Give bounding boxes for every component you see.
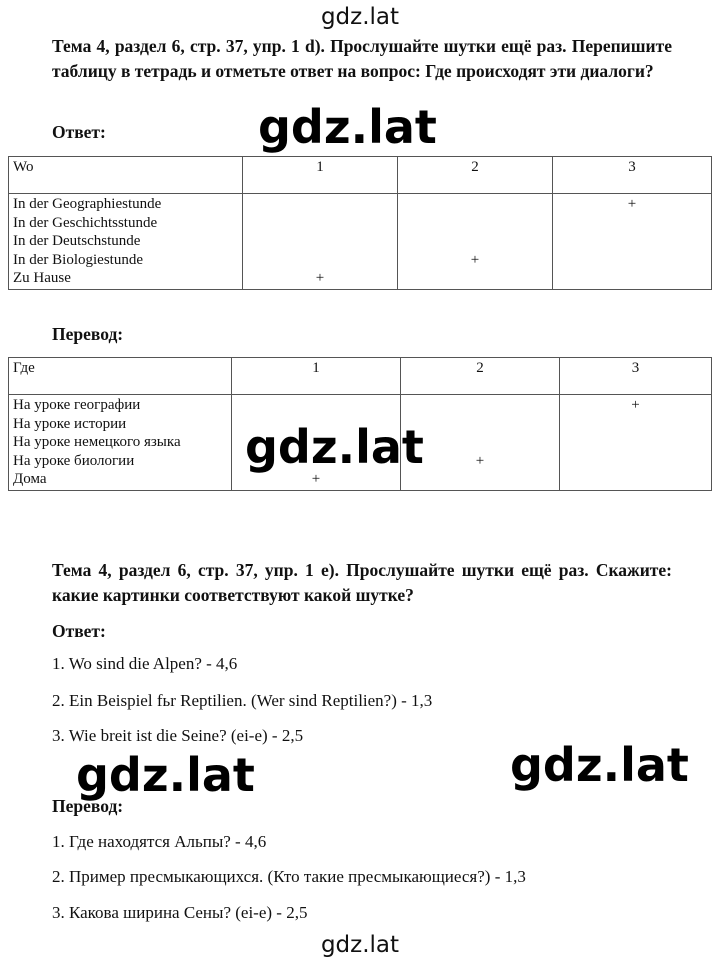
task-1-heading: Тема 4, раздел 6, стр. 37, упр. 1 d). Прослушайте шутки ещё раз. Перепишите таблицу в тетрадь и отметьте ответ на вопрос: Где происходят эти диалоги? [52,36,672,81]
answer-table-de [8,156,712,290]
table-de-header-1: 1 [243,157,398,194]
table-ru-header-2: 2 [401,358,560,395]
answer-item-2: 2. Ein Beispiel fьr Reptilien. (Wer sind Reptilien?) - 1,3 [52,691,433,710]
translation-item-2: 2. Пример пресмыкающихся. (Кто такие пресмыкающиеся?) - 1,3 [52,867,526,886]
table-ru-col-2 [401,395,560,491]
translation-item-3: 3. Какова ширина Сены? (ei-e) - 2,5 [52,903,308,922]
translation-item-1: 1. Где находятся Альпы? - 4,6 [52,832,267,851]
table-de-col-3 [553,194,712,290]
table-ru-mark-3: + [631,397,640,413]
table-ru-place: На уроке географии [13,397,141,413]
table-de-col-1 [243,194,398,290]
task-1-translation-label: Перевод: [52,324,124,344]
watermark-large: gdz.lat [510,738,689,792]
table-ru-place: На уроке биологии [13,452,135,469]
table-ru-header-3: 3 [560,358,712,395]
task-1-answer-label: Ответ: [52,122,106,142]
table-de-places [9,194,243,290]
table-de-header-wo: Wo [9,157,243,194]
table-ru-col-3 [560,395,712,491]
table-de-place: In der Geographiestunde [13,196,162,212]
table-de-place: Zu Hause [13,270,71,286]
table-ru-places [9,395,232,491]
table-ru-mark-1: + [311,471,321,487]
watermark-bottom: gdz.lat [320,932,400,958]
watermark-large: gdz.lat [76,748,255,802]
table-de-place: In der Geschichtsstunde [13,214,158,231]
table-de-header-3: 3 [553,157,712,194]
table-ru-header-1: 1 [232,358,401,395]
watermark-top: gdz.lat [320,4,400,30]
task-2-translation-label: Перевод: [52,796,124,816]
table-ru-place: На уроке немецкого языка [13,434,181,450]
answer-item-3: 3. Wie breit ist die Seine? (ei-e) - 2,5 [52,726,304,745]
table-de-place: In der Biologiestunde [13,251,143,268]
table-de-mark-1: + [315,270,325,286]
table-de-mark-3: + [627,196,637,212]
table-de-mark-2: + [470,251,480,268]
table-de-col-2 [398,194,553,290]
table-ru-place: На уроке истории [13,415,127,432]
table-de-header-2: 2 [398,157,553,194]
table-ru-header-gde: Где [9,358,232,395]
table-de-place: In der Deutschstunde [13,233,141,249]
task-2-heading: Тема 4, раздел 6, стр. 37, упр. 1 е). Прослушайте шутки ещё раз. Скажите: какие картинки соответствуют какой шутке? [52,560,672,605]
answer-item-1: 1. Wo sind die Alpen? - 4,6 [52,654,238,673]
watermark-large: gdz.lat [258,100,437,154]
table-ru-place: Дома [13,471,47,487]
task-2-answer-label: Ответ: [52,621,106,641]
table-ru-mark-2: + [475,452,485,469]
watermark-large: gdz.lat [245,420,424,474]
